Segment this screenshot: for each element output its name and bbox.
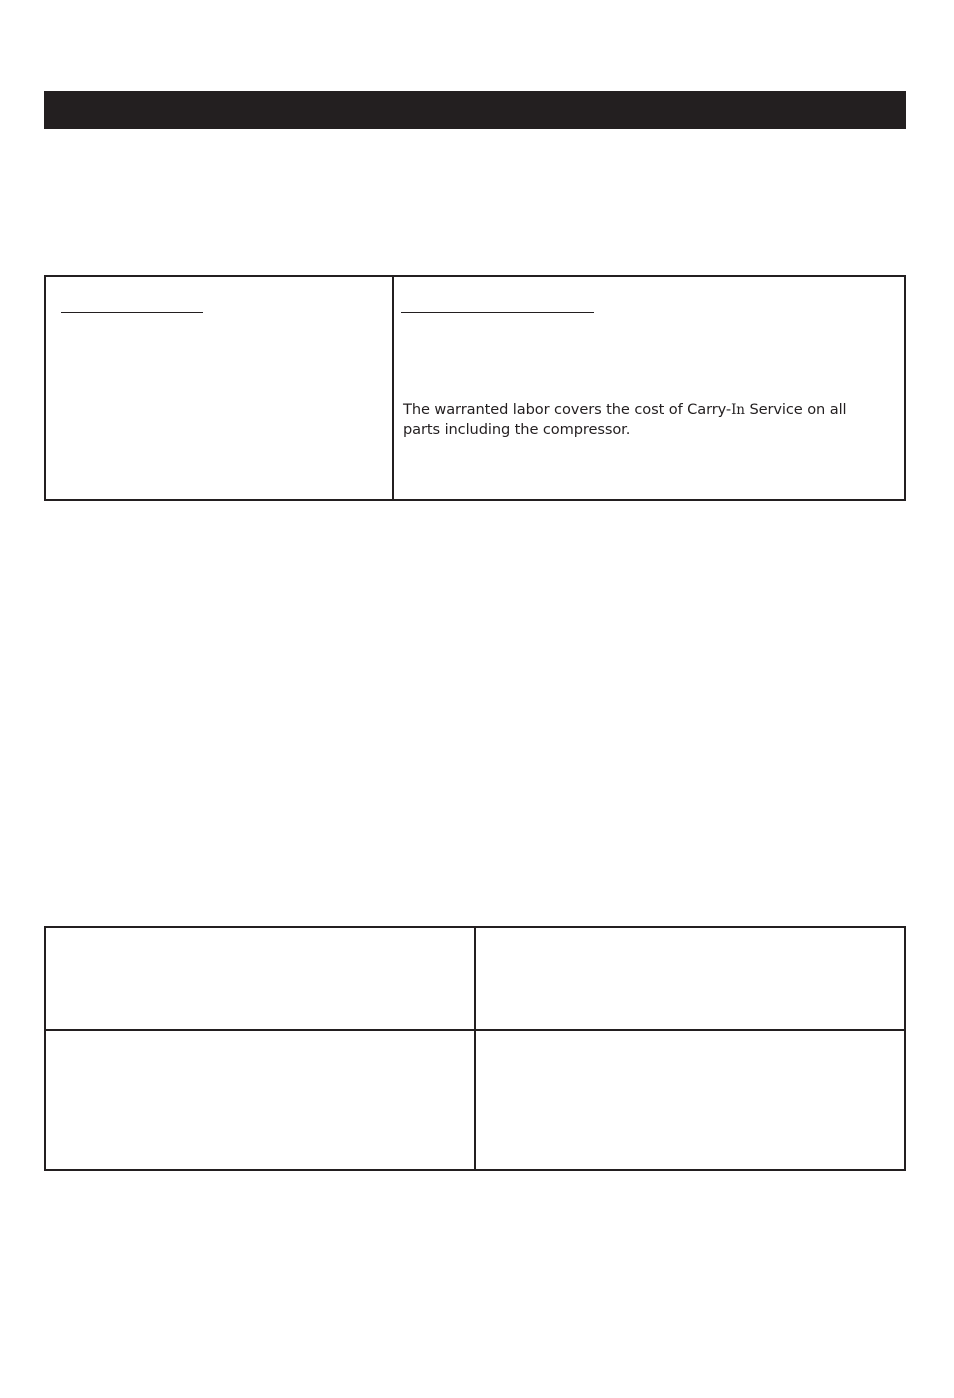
warranty-period-heading-rule xyxy=(61,312,203,313)
labor-text-part-2: Service on all parts including the compressor. xyxy=(403,401,847,438)
table-cell xyxy=(476,1031,904,1169)
warranty-table xyxy=(44,275,906,501)
service-contact-table xyxy=(44,926,906,1171)
labor-coverage-heading-rule xyxy=(401,312,594,313)
table-cell xyxy=(476,928,904,1029)
labor-coverage-text xyxy=(403,400,873,440)
table-column-divider xyxy=(392,277,394,499)
labor-text-in: In xyxy=(731,402,745,418)
table-cell xyxy=(46,1031,474,1169)
section-header-bar xyxy=(44,91,906,129)
labor-text-part-1: The warranted labor covers the cost of Carry- xyxy=(403,401,732,418)
table-cell xyxy=(46,928,474,1029)
